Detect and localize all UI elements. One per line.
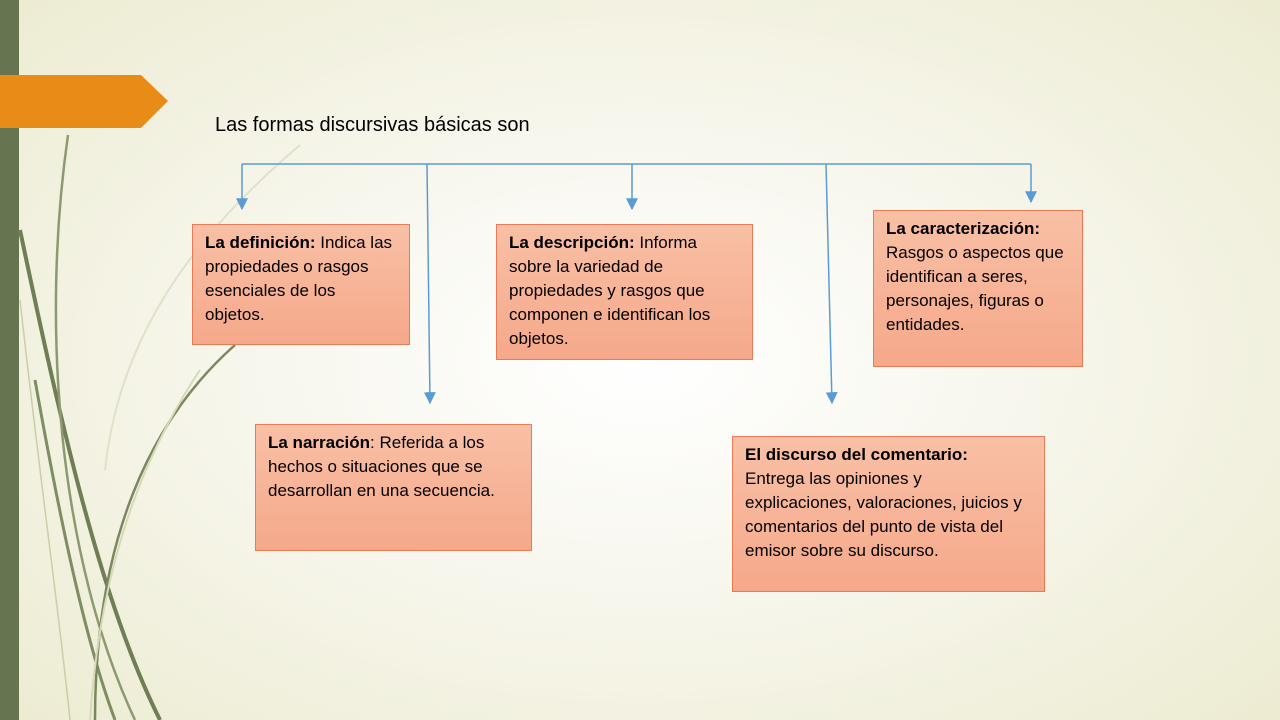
diagram-title: Las formas discursivas básicas son: [215, 114, 530, 136]
node-comentario-term: El discurso del comentario:: [745, 445, 968, 464]
node-comentario: [732, 436, 1045, 592]
node-caracterizacion-text: Rasgos o aspectos que identifican a seres, personajes, figuras o entidades.: [886, 243, 1064, 334]
node-descripcion: [496, 224, 753, 360]
node-narracion-term: La narración: [268, 433, 371, 452]
node-narracion-text: : Referida a los hechos o situaciones que se desarrollan en una secuencia.: [268, 433, 495, 500]
node-definicion: [192, 224, 410, 345]
node-caracterizacion: [873, 210, 1083, 367]
arrow-comentario: [826, 164, 832, 403]
node-descripcion-term: La descripción:: [509, 233, 635, 252]
node-caracterizacion-term: La caracterización:: [886, 219, 1041, 238]
node-definicion-term: La definición:: [205, 233, 316, 252]
node-narracion: [255, 424, 532, 551]
node-definicion-text: Indica las propiedades o rasgos esenciales de los objetos.: [205, 233, 393, 324]
node-descripcion-text: Informa sobre la variedad de propiedades y rasgos que componen e identifican los objetos.: [509, 233, 711, 348]
node-comentario-text: Entrega las opiniones y explicaciones, valoraciones, juicios y comentarios del punto de vista del emisor sobre su discurso.: [745, 469, 1022, 560]
arrow-narracion: [427, 164, 430, 403]
